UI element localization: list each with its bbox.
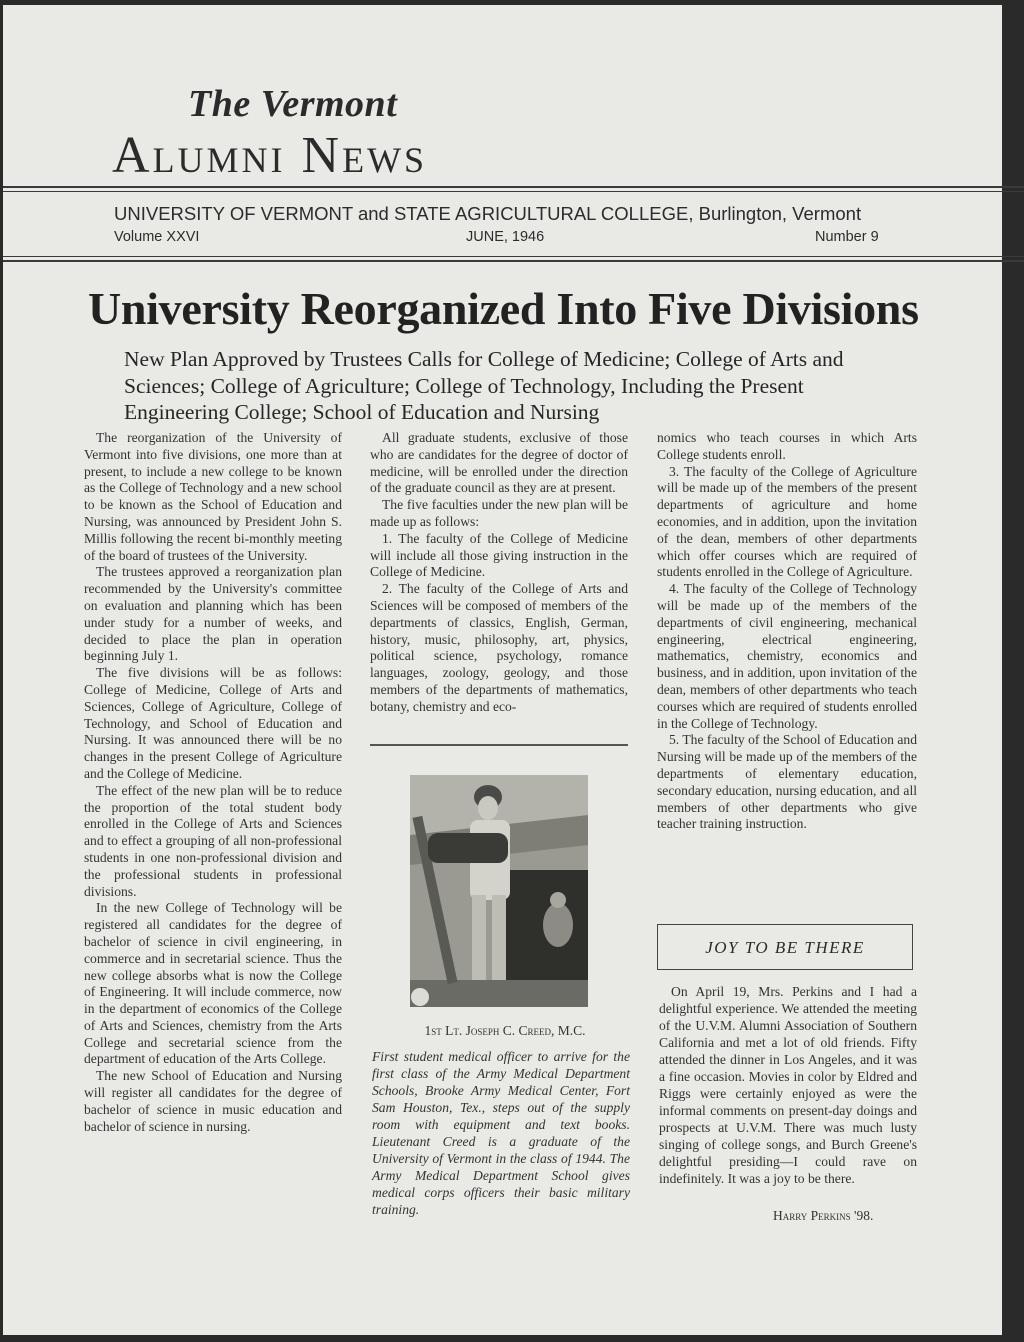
university-line: UNIVERSITY OF VERMONT and STATE AGRICULTURAL COLLEGE, Burlington, Vermont	[114, 203, 862, 224]
photo-caption: First student medical officer to arrive for the first class of the Army Medical Department Schools, Brooke Army Medical Center, Fort Sam Houston, Tex., steps out of the supply room with equipment and text books. Lieutenant Creed is a graduate of the University of Vermont in the class of 1944. The Army Medical Department School gives medical corps officers their basic military training.	[372, 1049, 630, 1217]
column-divider-rule	[370, 744, 628, 746]
paragraph: In the new College of Technology will be registered all candidates for the degree of bachelor of science in civil engineering, in commerce and in secretarial science. Thus the new college absorbs what is now the College of Engineering. It will include commerce, now in the department of economics of the College of Arts and Sciences, chemistry from the Arts College and secretarial science from the department of education of the Arts College.	[84, 900, 342, 1067]
paragraph: The new School of Education and Nursing will register all candidates for the degree of bachelor of science in music education and bachelor of science in nursing.	[84, 1068, 342, 1134]
sidebar-signature: Harry Perkins '98.	[773, 1208, 874, 1223]
paragraph: The five divisions will be as follows: College of Medicine, College of Arts and Sciences, College of Agriculture, College of Technology, and School of Education and Nursing. It was announced there will be no changes in the present College of Agriculture and the College of Medicine.	[84, 665, 342, 781]
article-column-3	[657, 430, 917, 833]
sidebar-story	[659, 983, 917, 1187]
paragraph: nomics who teach courses in which Arts College students enroll.	[657, 430, 917, 462]
article-deck: New Plan Approved by Trustees Calls for College of Medicine; College of Arts and Sciences; College of Agriculture; College of Technology, Including the Present Engineering College; School of Education and Nursing	[124, 347, 844, 424]
paragraph: 3. The faculty of the College of Agriculture will be made up of the members of the present departments of agriculture and home economies, and in addition, upon the invitation of the dean, members of other departments which offer courses which are required of students enrolled in the College of Agriculture.	[657, 463, 917, 580]
issue-number: Number 9	[815, 229, 879, 245]
paragraph: The reorganization of the University of Vermont into five divisions, one more than at present, to include a new college to be known as the College of Technology and a new school to be known as the School of Education and Nursing, was announced by President John S. Millis following the recent bi-monthly meeting of the board of trustees of the University.	[84, 430, 342, 563]
article-column-1	[84, 430, 342, 1135]
paragraph: The effect of the new plan will be to reduce the proportion of the total student body enrolled in the College of Arts and Sciences and to effect a grouping of all non-professional students in one non-professional division and the professional students in professional divisions.	[84, 782, 342, 899]
paragraph: All graduate students, exclusive of those who are candidates for the degree of doctor of medicine, will be enrolled under the direction of the graduate council as they are at present.	[370, 430, 628, 496]
sidebar-body: On April 19, Mrs. Perkins and I had a delightful experience. We attended the meeting of the U.V.M. Alumni Association of Southern California and met a lot of old friends. Fifty attended the dinner in Los Angeles, and it was a fine occasion. Movies in color by Eldred and Riggs were certainly enjoyed as were the informal comments on present-day doings and prospects at U.V.M. There was much lusty singing of college songs, and Burch Greene's delightful presiding—I could rave on indefinitely. It was a joy to be there.	[659, 984, 917, 1186]
article-column-2	[370, 430, 628, 716]
photo-subject-name: 1st Lt. Joseph C. Creed, M.C.	[424, 1023, 586, 1038]
masthead-rule-top	[3, 186, 1024, 188]
paragraph: The five faculties under the new plan will be made up as follows:	[370, 497, 628, 529]
paragraph: 2. The faculty of the College of Arts and Sciences will be composed of members of the departments of classics, English, German, history, music, philosophy, art, physics, political science, psychology, romance languages, zoology, geology, and those members of the departments of mathematics, botany, chemistry and eco-	[370, 581, 628, 714]
header-rule-bottom-thick	[3, 260, 1024, 262]
paragraph: 5. The faculty of the School of Education and Nursing will be made up of the members of the departments of elementary education, secondary education, nursing education, and all members of other departments who give teacher training instruction.	[657, 732, 917, 832]
issue-date: JUNE, 1946	[466, 229, 545, 245]
paragraph: 1. The faculty of the College of Medicine will include all those giving instruction in the College of Medicine.	[370, 530, 628, 580]
paragraph: The trustees approved a reorganization plan recommended by the University's committee on evaluation and planning which has been under study for a number of weeks, and decided to place the plan in operation beginning July 1.	[84, 564, 342, 664]
masthead-rule-top-thin	[3, 191, 1024, 192]
article-headline: University Reorganized Into Five Divisions	[88, 283, 919, 334]
masthead-alumni-news: Alumni News	[112, 127, 428, 184]
sidebar-title-box	[657, 924, 913, 970]
paragraph: 4. The faculty of the College of Technology will be made up of the members of the departments of civil engineering, mechanical engineering, electrical engineering, mathematics, chemistry, economics and business, and in addition, upon invitation of the dean, members of other departments who teach courses which are required of students enrolled in the College of Technology.	[657, 581, 917, 731]
sidebar-title: JOY TO BE THERE	[705, 938, 865, 957]
header-rule-bottom	[3, 256, 1024, 257]
volume-label: Volume XXVI	[114, 229, 200, 245]
lieutenant-creed-photo	[410, 775, 588, 1007]
masthead-the-vermont: The Vermont	[188, 83, 398, 125]
